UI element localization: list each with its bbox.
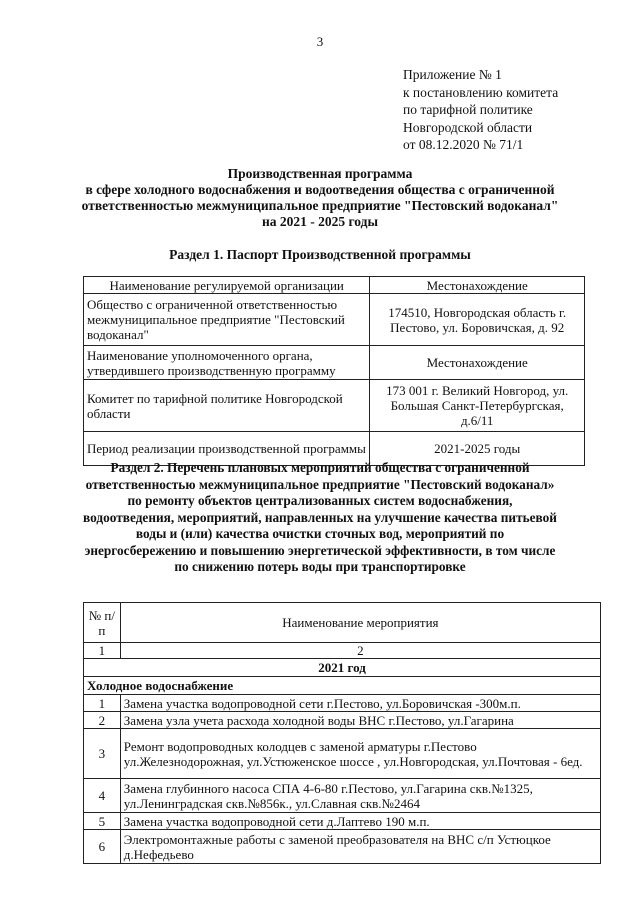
heading-line: по снижению потерь воды при транспортировке <box>174 559 466 574</box>
table-row <box>84 277 585 294</box>
table-row <box>84 294 585 346</box>
section1-heading: Раздел 1. Паспорт Производственной программы <box>169 247 471 262</box>
row-num: 6 <box>84 830 121 864</box>
table-cell: Местонахождение <box>370 277 585 294</box>
table-row <box>84 695 601 712</box>
title-line: на 2021 - 2025 годы <box>261 214 379 229</box>
events-table <box>83 602 601 864</box>
document-title <box>40 166 600 230</box>
year-label: 2021 год <box>84 659 601 677</box>
row-num: 2 <box>84 712 121 729</box>
row-name: Ремонт водопроводных колодцев с заменой арматуры г.Пестово ул.Железнодорожная, ул.Устюженское шоссе , ул.Новгородская, ул.Почтовая - 6ед. <box>120 729 600 779</box>
appendix-line: по тарифной политике <box>403 102 533 117</box>
row-name: Замена участка водопроводной сети г.Пестово, ул.Боровичская -300м.п. <box>120 695 600 712</box>
table-row <box>84 346 585 380</box>
table-cell: 173 001 г. Великий Новгород, ул. Большая Санкт-Петербургская, д.6/11 <box>370 380 585 432</box>
table-cell: Период реализации производственной программы <box>84 432 370 466</box>
heading-line: по ремонту объектов централизованных систем водоснабжения, <box>127 493 513 508</box>
heading-line: водоотведения, мероприятий, направленных на улучшение качества питьевой <box>83 509 557 525</box>
table-row <box>84 380 585 432</box>
page-number: 3 <box>316 34 324 49</box>
table-cell: 174510, Новгородская область г. Пестово, ул. Боровичская, д. 92 <box>370 294 585 346</box>
appendix-line: Приложение № 1 <box>403 67 502 82</box>
table-header-row <box>84 603 601 643</box>
table-cell: 2021-2025 годы <box>370 432 585 466</box>
appendix-block <box>403 66 558 154</box>
heading-line: ответственностью межмуниципальное предприятие "Пестовский водоканал» <box>85 476 555 492</box>
heading-line: воды и (или) качества очистки сточных вод, мероприятий по <box>135 526 505 541</box>
table-cell: Наименование регулируемой организации <box>84 277 370 294</box>
table-row <box>84 729 601 779</box>
table-index-row <box>84 643 601 659</box>
group-row <box>84 677 601 695</box>
title-line: Производственная программа <box>227 166 413 181</box>
table-row <box>84 830 601 864</box>
heading-line: энергосбережению и повышению энергетической эффективности, в том числе <box>84 542 556 558</box>
header-name: Наименование мероприятия <box>120 603 600 643</box>
appendix-line: к постановлению комитета <box>403 84 559 100</box>
table-cell: Наименование уполномоченного органа, утвердившего производственную программу <box>84 346 370 380</box>
appendix-line: Новгородской области <box>403 119 533 135</box>
row-name: Замена участка водопроводной сети д.Лаптево 190 м.п. <box>120 813 600 830</box>
table-row <box>84 813 601 830</box>
table-row <box>84 779 601 813</box>
appendix-line: от 08.12.2020 № 71/1 <box>403 137 524 152</box>
passport-table <box>83 276 585 466</box>
row-name: Замена узла учета расхода холодной воды ВНС г.Пестово, ул.Гагарина <box>120 712 600 729</box>
row-name: Электромонтажные работы с заменой преобразователя на ВНС с/п Устюцкое д.Нефедьево <box>120 830 600 864</box>
heading-line: Раздел 2. Перечень плановых мероприятий общества с ограниченной <box>110 460 530 475</box>
section2-heading <box>70 460 570 576</box>
row-num: 5 <box>84 813 121 830</box>
table-cell: Комитет по тарифной политике Новгородской области <box>84 380 370 432</box>
row-num: 1 <box>84 695 121 712</box>
row-name: Замена глубинного насоса СПА 4-6-80 г.Пестово, ул.Гагарина скв.№1325, ул.Ленинградская скв.№856к., ул.Славная скв.№2464 <box>120 779 600 813</box>
table-cell: Местонахождение <box>370 346 585 380</box>
group-label: Холодное водоснабжение <box>84 677 601 695</box>
header-num: № п/п <box>84 603 121 643</box>
index-cell: 2 <box>120 643 600 659</box>
table-row <box>84 712 601 729</box>
table-cell: Общество с ограниченной ответственностью межмуниципальное предприятие "Пестовский водоканал" <box>84 294 370 346</box>
title-line: ответственностью межмуниципальное предприятие "Пестовский водоканал" <box>81 198 559 213</box>
year-row <box>84 659 601 677</box>
row-num: 4 <box>84 779 121 813</box>
row-num: 3 <box>84 729 121 779</box>
title-line: в сфере холодного водоснабжения и водоотведения общества с ограниченной <box>85 182 555 197</box>
index-cell: 1 <box>84 643 121 659</box>
